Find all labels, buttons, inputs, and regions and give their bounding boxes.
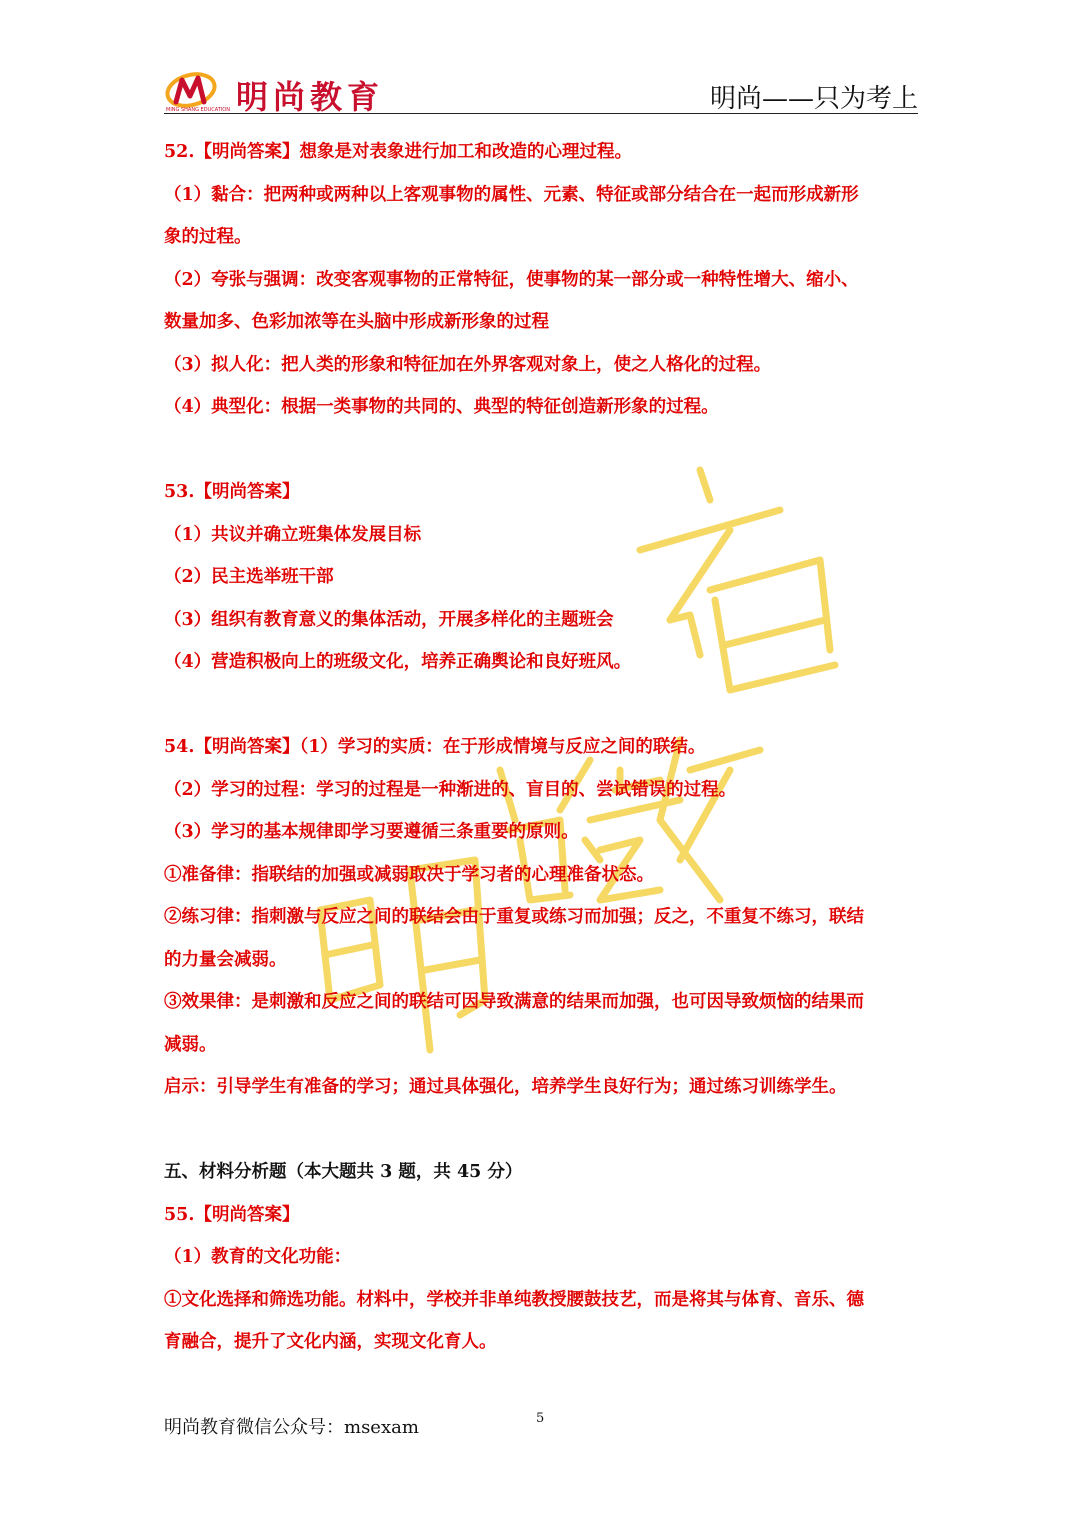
answer-54-title: 54.【明尚答案】（1）学习的实质：在于形成情境与反应之间的联结。	[164, 737, 706, 757]
page-header	[164, 66, 918, 116]
answer-52-point-1-cont: 象的过程。	[164, 227, 252, 247]
answer-52-point-2-cont: 数量加多、色彩加浓等在头脑中形成新形象的过程	[164, 312, 549, 332]
answer-52-point-2: （2）夸张与强调：改变客观事物的正常特征，使事物的某一部分或一种特性增大、缩小、	[164, 269, 859, 290]
answer-55-sub-1-cont: 育融合，提升了文化内涵，实现文化育人。	[164, 1332, 497, 1352]
answer-54-law-2-cont: 的力量会减弱。	[164, 949, 287, 970]
answer-54-law-3: ③效果律：是刺激和反应之间的联结可因导致满意的结果而加强，也可因导致烦恼的结果而	[164, 992, 864, 1012]
answer-53-title: 53.【明尚答案】	[164, 482, 300, 502]
paragraph-spacer	[164, 1114, 918, 1157]
logo-subtitle: MING SHANG EDUCATION	[166, 107, 230, 113]
answer-53-point-1: （1）共议并确立班集体发展目标	[164, 524, 422, 545]
answer-53-point-3: （3）组织有教育意义的集体活动，开展多样化的主题班会	[164, 609, 614, 630]
answer-52-title: 52.【明尚答案】想象是对表象进行加工和改造的心理过程。	[164, 142, 632, 162]
answer-52-point-3: （3）拟人化：把人类的形象和特征加在外界客观对象上，使之人格化的过程。	[164, 354, 772, 375]
answer-53-point-4: （4）营造积极向上的班级文化，培养正确舆论和良好班风。	[164, 652, 632, 672]
paragraph-spacer	[164, 689, 918, 732]
answer-54-law-1: ①准备律：指联结的加强或减弱取决于学习者的心理准备状态。	[164, 864, 654, 885]
answer-54-implication: 启示：引导学生有准备的学习；通过具体强化，培养学生良好行为；通过练习训练学生。	[164, 1077, 847, 1097]
footer-wechat: 明尚教育微信公众号：msexam	[164, 1417, 419, 1438]
answer-54-point-3: （3）学习的基本规律即学习要遵循三条重要的原则。	[164, 822, 579, 842]
header-divider	[164, 113, 918, 114]
answer-content	[164, 136, 918, 1369]
answer-52-point-1: （1）黏合：把两种或两种以上客观事物的属性、元素、特征或部分结合在一起而形成新形	[164, 184, 859, 205]
answer-52-point-4: （4）典型化：根据一类事物的共同的、典型的特征创造新形象的过程。	[164, 397, 719, 417]
answer-55-title: 55.【明尚答案】	[164, 1204, 300, 1225]
answer-54-point-2: （2）学习的过程：学习的过程是一种渐进的、盲目的、尝试错误的过程。	[164, 779, 737, 800]
answer-53-point-2: （2）民主选举班干部	[164, 567, 334, 587]
header-slogan: 明尚——只为考上	[709, 84, 918, 114]
answer-54-law-2: ②练习律：指刺激与反应之间的联结会由于重复或练习而加强；反之，不重复不练习，联结	[164, 907, 864, 927]
answer-55-sub-1: ①文化选择和筛选功能。材料中，学校并非单纯教授腰鼓技艺，而是将其与体育、音乐、德	[164, 1289, 864, 1310]
logo-wordmark: 明尚教育	[236, 78, 385, 116]
page-number: 5	[536, 1411, 545, 1426]
paragraph-spacer	[164, 434, 918, 477]
answer-54-law-3-cont: 减弱。	[164, 1034, 217, 1055]
answer-55-point-1: （1）教育的文化功能：	[164, 1247, 352, 1267]
logo-icon	[164, 68, 222, 112]
section-heading: 五、材料分析题（本大题共 3 题，共 45 分）	[164, 1162, 523, 1182]
